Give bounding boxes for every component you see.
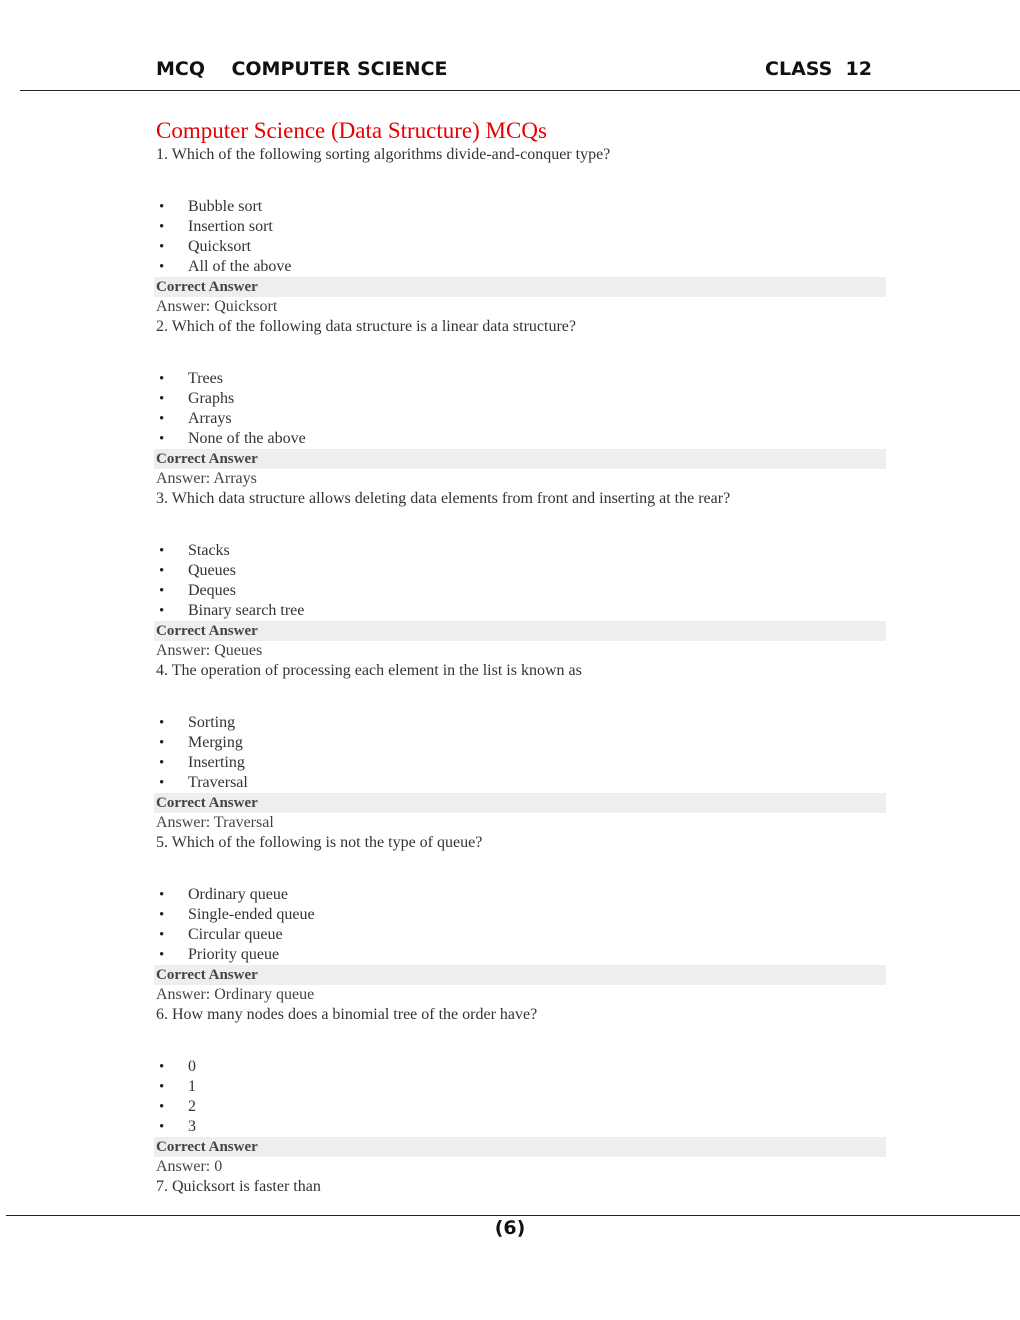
option-item: • Graphs [156,389,886,409]
option-item: • 3 [156,1117,886,1137]
option-item: • Stacks [156,541,886,561]
page-number: (6) [494,1217,526,1239]
question-list [156,145,886,1177]
header-class: CLASS 12 [765,58,872,80]
question-block [156,661,886,833]
correct-answer-label: Correct Answer [154,449,886,469]
footer-divider [6,1215,1020,1216]
header-divider [20,90,1020,91]
question-text: 2. Which of the following data structure is a linear data structure? [156,318,576,335]
option-item: • Inserting [156,753,886,773]
option-item: • 2 [156,1097,886,1117]
option-list [156,1057,886,1137]
question-text: 7. Quicksort is faster than [156,1178,321,1195]
question-text: 1. Which of the following sorting algorithms divide-and-conquer type? [156,146,611,163]
page-header [156,58,872,84]
correct-answer-label: Correct Answer [154,277,886,297]
question-text: 5. Which of the following is not the type of queue? [156,834,483,851]
option-item: • Insertion sort [156,217,886,237]
option-item: • Sorting [156,713,886,733]
correct-answer-label: Correct Answer [154,965,886,985]
option-list [156,885,886,965]
option-item: • 1 [156,1077,886,1097]
option-item: • Traversal [156,773,886,793]
option-list [156,713,886,793]
option-item: • Single-ended queue [156,905,886,925]
option-item: • Arrays [156,409,886,429]
option-item: • None of the above [156,429,886,449]
answer-text: Answer: 0 [156,1158,223,1175]
answer-text: Answer: Quicksort [156,298,278,315]
option-item: • Priority queue [156,945,886,965]
answer-text: Answer: Ordinary queue [156,986,315,1003]
option-item: • Quicksort [156,237,886,257]
option-item: • Ordinary queue [156,885,886,905]
question-block [156,833,886,1005]
correct-answer-label: Correct Answer [154,793,886,813]
question-block [156,317,886,489]
correct-answer-label: Correct Answer [154,1137,886,1157]
answer-text: Answer: Traversal [156,814,274,831]
question-text: 4. The operation of processing each element in the list is known as [156,662,582,679]
option-item: • All of the above [156,257,886,277]
question-block [156,489,886,661]
option-list [156,197,886,277]
option-item: • Deques [156,581,886,601]
option-item: • 0 [156,1057,886,1077]
question-text: 6. How many nodes does a binomial tree of the order have? [156,1006,538,1023]
option-item: • Queues [156,561,886,581]
option-item: • Merging [156,733,886,753]
question-text: 3. Which data structure allows deleting data elements from front and inserting at the rear? [156,490,731,507]
page-content [156,117,886,1197]
answer-text: Answer: Arrays [156,470,257,487]
answer-text: Answer: Queues [156,642,263,659]
option-item: • Binary search tree [156,601,886,621]
option-item: • Circular queue [156,925,886,945]
document-title: Computer Science (Data Structure) MCQs [156,118,547,143]
correct-answer-label: Correct Answer [154,621,886,641]
option-item: • Bubble sort [156,197,886,217]
option-list [156,541,886,621]
question-block [156,145,886,317]
header-subject: MCQ COMPUTER SCIENCE [156,58,448,80]
option-item: • Trees [156,369,886,389]
question-block [156,1005,886,1177]
option-list [156,369,886,449]
